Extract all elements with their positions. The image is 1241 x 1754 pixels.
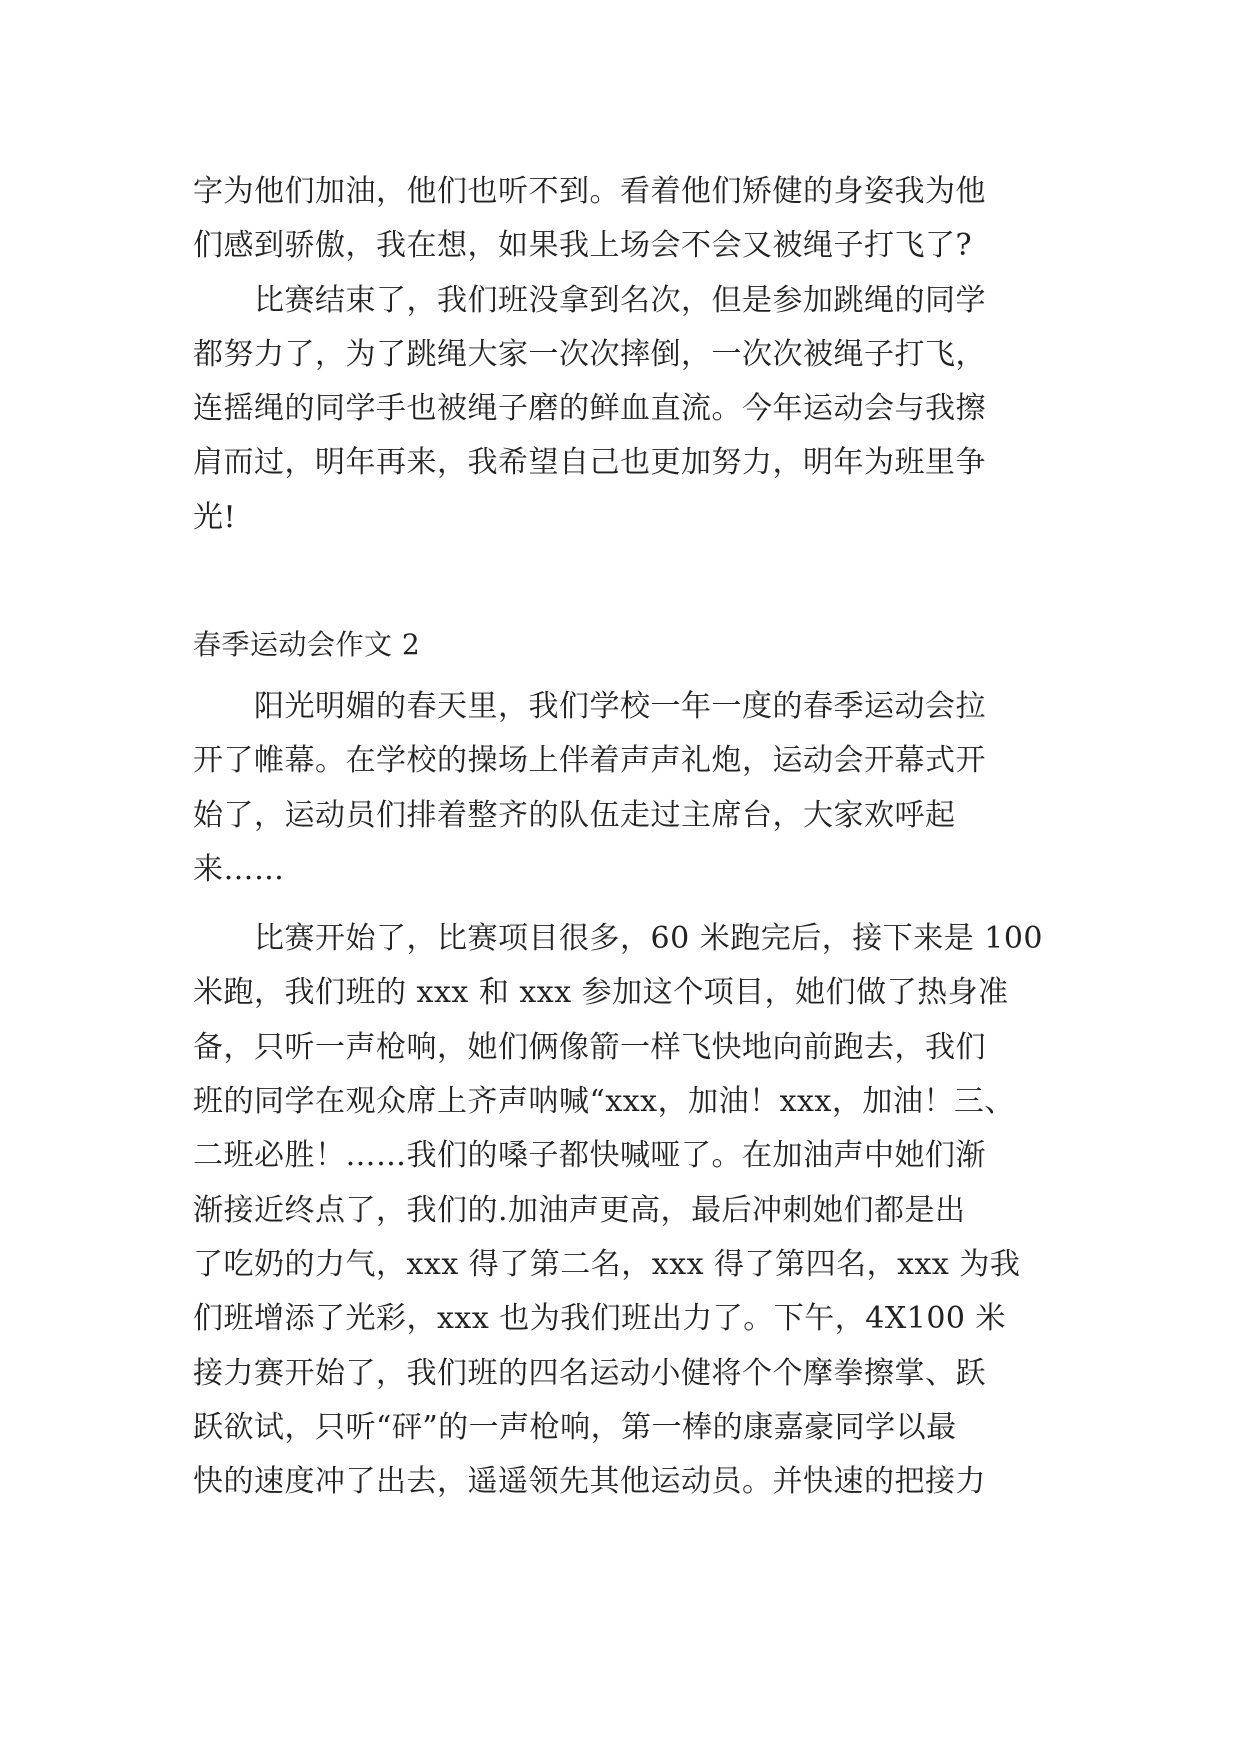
paragraph-line: 光!: [193, 500, 237, 535]
paragraph-line: 比赛开始了，比赛项目很多，60 米跑完后，接下来是 100: [193, 921, 1044, 956]
paragraph-line: 始了，运动员们排着整齐的队伍走过主席台，大家欢呼起: [193, 798, 956, 833]
paragraph-line: 接力赛开始了，我们班的四名运动小健将个个摩拳擦掌、跃: [193, 1356, 986, 1391]
paragraph-line: 米跑，我们班的 xxx 和 xxx 参加这个项目，她们做了热身准: [193, 975, 1009, 1010]
paragraph-line: 都努力了，为了跳绳大家一次次摔倒，一次次被绳子打飞，: [193, 337, 986, 372]
paragraph-line: 比赛结束了，我们班没拿到名次，但是参加跳绳的同学: [193, 283, 986, 318]
paragraph-line: 们感到骄傲，我在想，如果我上场会不会又被绳子打飞了?: [193, 228, 973, 263]
paragraph-line: 阳光明媚的春天里，我们学校一年一度的春季运动会拉: [193, 689, 986, 724]
paragraph-line: 班的同学在观众席上齐声呐喊“xxx，加油！xxx，加油！三、: [193, 1084, 1015, 1119]
paragraph-line: 快的速度冲了出去，遥遥领先其他运动员。并快速的把接力: [193, 1464, 986, 1499]
paragraph-line: 二班必胜！……我们的嗓子都快喊哑了。在加油声中她们渐: [193, 1138, 986, 1173]
paragraph-line: 连摇绳的同学手也被绳子磨的鲜血直流。今年运动会与我擦: [193, 391, 986, 426]
paragraph-line: 肩而过，明年再来，我希望自己也更加努力，明年为班里争: [193, 445, 986, 480]
paragraph-line: 备，只听一声枪响，她们俩像箭一样飞快地向前跑去，我们: [193, 1030, 986, 1065]
paragraph-line: 了吃奶的力气，xxx 得了第二名，xxx 得了第四名，xxx 为我: [193, 1247, 1021, 1282]
paragraph-line: 字为他们加油，他们也听不到。看着他们矫健的身姿我为他: [193, 174, 986, 209]
paragraph-line: 跃欲试，只听“砰”的一声枪响，第一棒的康嘉豪同学以最: [193, 1410, 957, 1445]
paragraph-line: 来……: [193, 852, 285, 887]
section-title: 春季运动会作文 2: [193, 628, 421, 661]
paragraph-line: 渐接近终点了，我们的.加油声更高，最后冲刺她们都是出: [193, 1193, 966, 1228]
paragraph-line: 们班增添了光彩，xxx 也为我们班出力了。下午，4X100 米: [193, 1301, 1007, 1336]
paragraph-line: 开了帷幕。在学校的操场上伴着声声礼炮，运动会开幕式开: [193, 743, 986, 778]
